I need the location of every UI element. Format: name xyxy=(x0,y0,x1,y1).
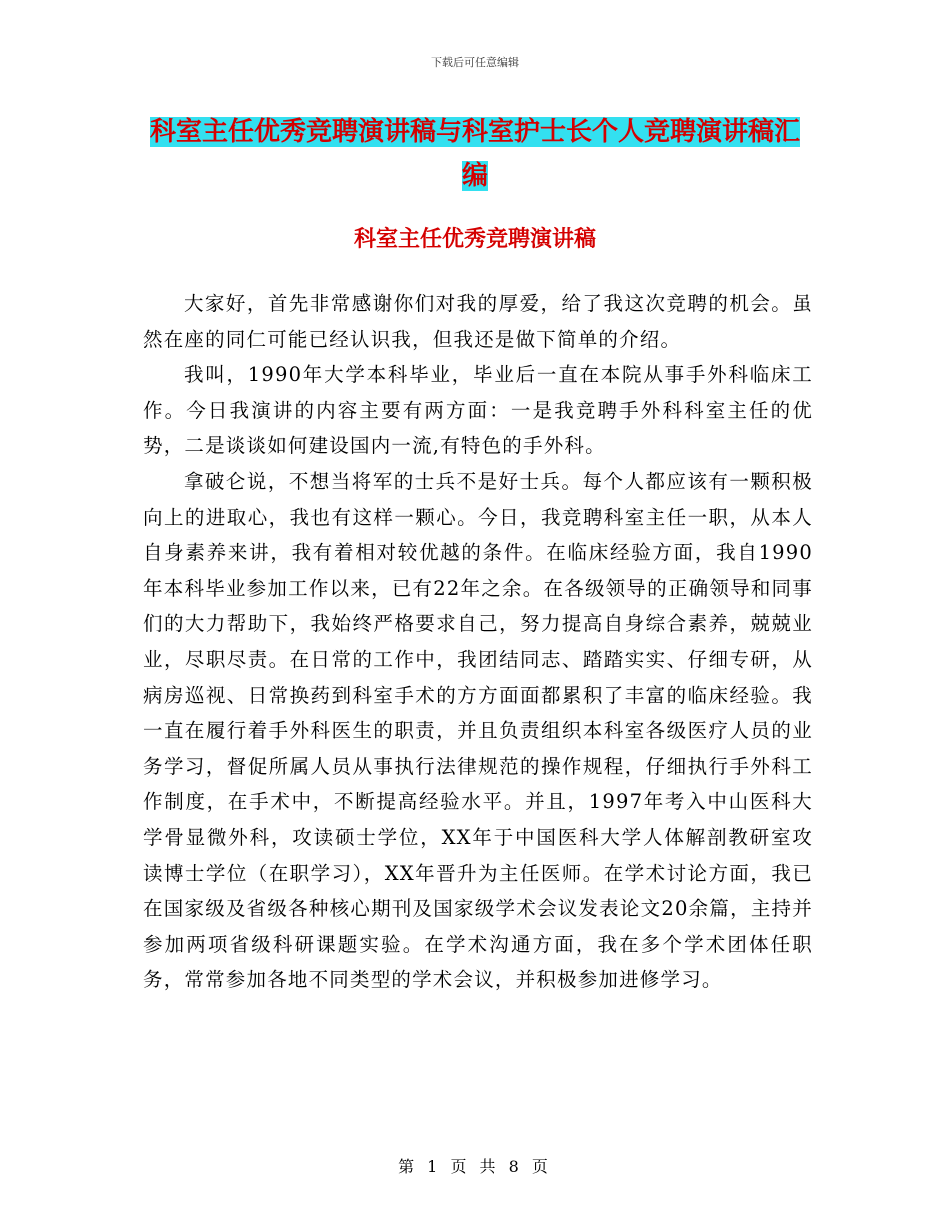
document-title xyxy=(145,110,805,198)
paragraph: 拿破仑说，不想当将军的士兵不是好士兵。每个人都应该有一颗积极向上的进取心，我也有这样一颗心。今日，我竞聘科室主任一职，从本人自身素养来讲，我有着相对较优越的条件。在临床经验方面，我自1990年本科毕业参加工作以来，已有22年之余。在各级领导的正确领导和同事们的大力帮助下，我始终严格要求自己，努力提高自身综合素养，兢兢业业，尽职尽责。在日常的工作中，我团结同志、踏踏实实、仔细专研，从病房巡视、日常换药到科室手术的方方面面都累积了丰富的临床经验。我一直在履行着手外科医生的职责，并且负责组织本科室各级医疗人员的业务学习，督促所属人员从事执行法律规范的操作规程，仔细执行手外科工作制度，在手术中，不断提高经验水平。并且，1997年考入中山医科大学骨显微外科，攻读硕士学位，XX年于中国医科大学人体解剖教研室攻读博士学位（在职学习），XX年晋升为主任医师。在学术讨论方面，我已在国家级及省级各种核心期刊及国家级学术会议发表论文20余篇，主持并参加两项省级科研课题实验。在学术沟通方面，我在多个学术团体任职务，常常参加各地不同类型的学术会议，并积极参加进修学习。 xyxy=(143,469,813,992)
paragraph: 我叫，1990年大学本科毕业，毕业后一直在本院从事手外科临床工作。今日我演讲的内容主要有两方面：一是我竞聘手外科科室主任的优势，二是谈谈如何建设国内一流,有特色的手外科。 xyxy=(143,363,813,458)
document-body xyxy=(143,286,813,998)
section-title: 科室主任优秀竞聘演讲稿 xyxy=(353,226,596,252)
page-header: 下载后可任意编辑 xyxy=(431,56,519,69)
document-title-text: 科室主任优秀竞聘演讲稿与科室护士长个人竞聘演讲稿汇编 xyxy=(149,117,800,191)
paragraph: 大家好，首先非常感谢你们对我的厚爱，给了我这次竞聘的机会。虽然在座的同仁可能已经认识我，但我还是做下简单的介绍。 xyxy=(143,292,813,351)
page-footer: 第 1 页 共 8 页 xyxy=(398,1157,552,1176)
